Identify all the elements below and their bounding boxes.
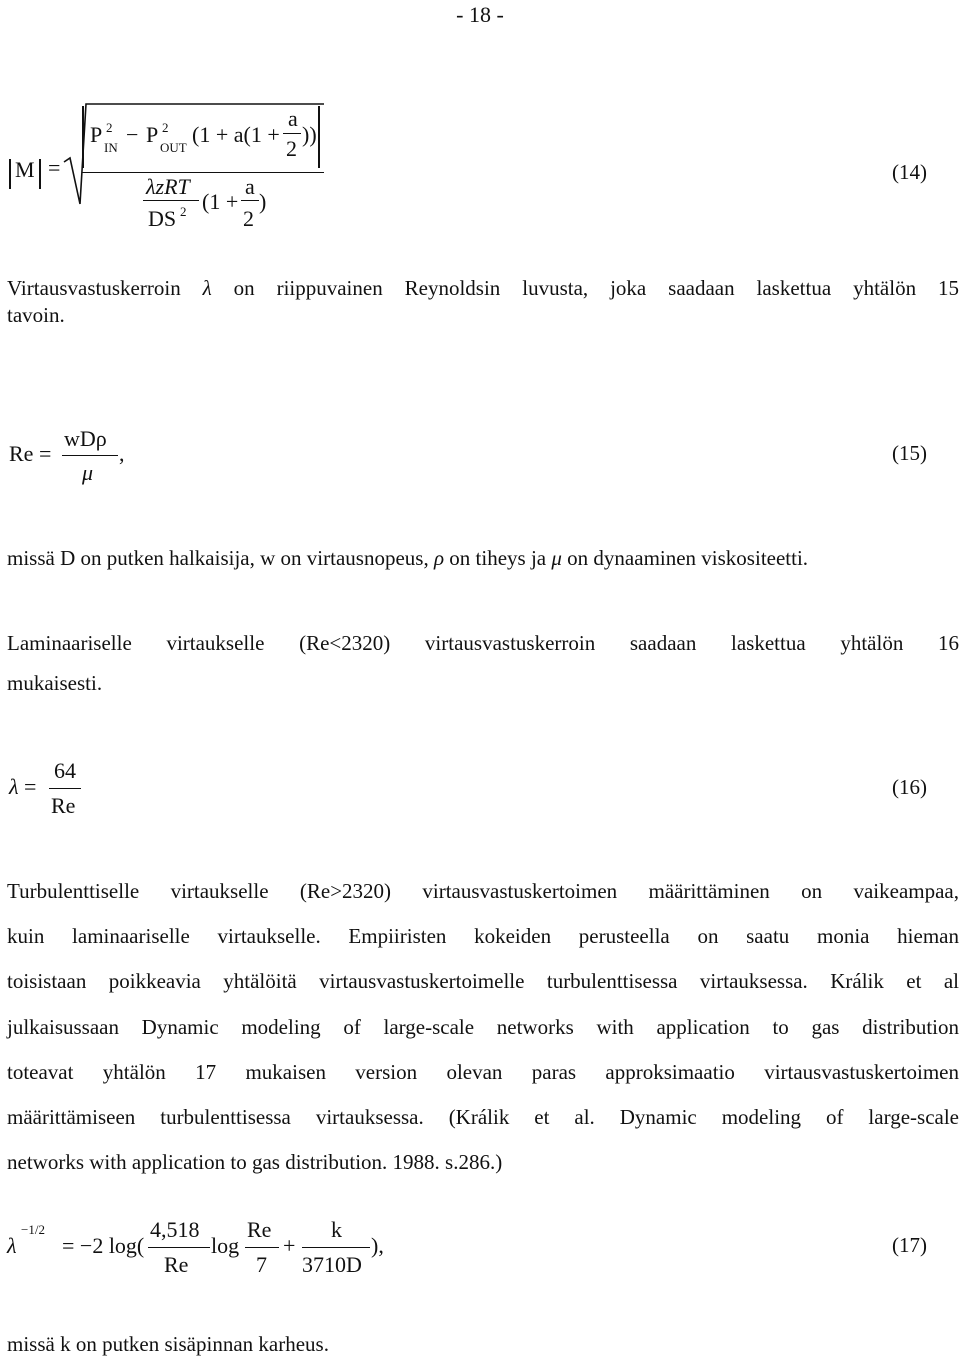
paragraph-1-line-1: Virtausvastuskerroin λ on riippuvainen Reynoldsin luvusta, joka saadaan laskettua yhtälön 15	[7, 276, 959, 300]
eq17-log2: log	[211, 1233, 240, 1258]
eq15-trail: ,	[119, 441, 125, 466]
mu-symbol: μ	[551, 546, 562, 570]
num-a: a	[288, 106, 298, 131]
den-two: 2	[243, 206, 254, 231]
minus-sign: −	[126, 122, 139, 147]
eq15-number: (15)	[892, 441, 927, 465]
num-rest: (1 + a(1 +	[192, 122, 280, 147]
rho-symbol: ρ	[433, 546, 445, 570]
eq14-number: (14)	[892, 160, 927, 184]
paragraph-3-line-1: Laminaariselle virtaukselle (Re<2320) virtausvastuskerroin saadaan laskettua yhtälön 16	[7, 631, 959, 655]
paragraph-3-line-2: mukaisesti.	[7, 671, 103, 695]
den-small-frac-line	[241, 200, 259, 201]
den-bottom-sup: 2	[180, 204, 187, 219]
p-out: P	[146, 122, 159, 147]
eq17-frac2-num: Re	[247, 1217, 272, 1242]
eq15-lhs: Re =	[9, 441, 52, 466]
den-a: a	[245, 174, 255, 199]
p-in: P	[90, 122, 103, 147]
lambda-symbol: λ	[202, 276, 212, 300]
den-frac-line	[143, 200, 199, 201]
paragraph-4-line: toteavat yhtälön 17 mukaisen version olevan paras approksimaatio virtausvastuskertoimen	[7, 1059, 959, 1084]
den-top: λzRT	[146, 174, 190, 199]
paragraph-4-line: Turbulenttiselle virtaukselle (Re>2320) virtausvastuskertoimen määrittäminen on vaikeampaa,	[7, 879, 959, 903]
paragraph-3	[7, 623, 959, 704]
eq16-denominator: Re	[51, 793, 76, 818]
eq16-numerator: 64	[54, 758, 76, 783]
eq16-lhs: λ =	[9, 774, 37, 799]
eq16-number: (16)	[892, 775, 927, 799]
paragraph-2: missä D on putken halkaisija, w on virtausnopeus, ρ on tiheys ja μ on dynaaminen viskositeetti.	[7, 546, 809, 570]
paragraph-4-line: kuin laminaariselle virtaukselle. Empiiristen kokeiden perusteella on saatu monia hieman	[7, 924, 959, 949]
eq17-frac3-line	[302, 1247, 370, 1248]
p-in-sub: IN	[104, 140, 118, 155]
abs-bar-left	[9, 159, 11, 189]
den-bottom: DS	[148, 206, 177, 231]
num-two: 2	[286, 136, 297, 161]
paragraph-4-line: toisistaan poikkeavia yhtälöitä virtausvastuskertoimelle turbulenttisessa virtauksessa. Králik et al	[7, 969, 959, 994]
den-paren-open: (1 +	[202, 189, 239, 214]
paragraph-1	[7, 268, 959, 336]
eq17-close: ),	[371, 1233, 384, 1258]
eq15-frac-line	[62, 455, 118, 456]
eq17-frac2-line	[245, 1247, 279, 1248]
paragraph-1-line-2: tavoin.	[7, 303, 65, 327]
equals-sign: =	[48, 155, 61, 180]
p-in-sup: 2	[106, 120, 113, 135]
den-paren-close: )	[259, 189, 267, 214]
eq17-frac3-den: 3710D	[302, 1252, 362, 1277]
paragraph-4-line: julkaisussaan Dynamic modeling of large-scale networks with application to gas distribution	[7, 1014, 959, 1039]
eq17-eq-sign: = −2 log(	[62, 1233, 145, 1258]
eq17-number: (17)	[892, 1233, 927, 1257]
eq17-frac1-num: 4,518	[150, 1217, 200, 1242]
p-out-sub: OUT	[160, 140, 187, 155]
eq15-denominator: μ	[82, 460, 94, 485]
paragraph-4	[7, 869, 959, 1185]
p-out-sup: 2	[162, 120, 169, 135]
num-close: ))	[302, 122, 317, 147]
num-abs-left	[82, 106, 84, 168]
eq16-frac-line	[49, 788, 81, 789]
eq17-frac1-line	[148, 1247, 210, 1248]
eq17-lhs-sup: −1/2	[21, 1222, 45, 1237]
eq17-plus: +	[283, 1233, 296, 1258]
eq15-numerator: wDρ	[64, 426, 107, 451]
paragraph-4-line: määrittämiseen turbulenttisessa virtauksessa. (Králik et al. Dynamic modeling of large-scale	[7, 1105, 959, 1130]
num-frac-line	[283, 133, 301, 134]
main-frac-line	[82, 172, 324, 173]
eq17-frac2-den: 7	[256, 1252, 267, 1277]
paragraph-5: missä k on putken sisäpinnan karheus.	[7, 1332, 329, 1356]
eq17-frac3-num: k	[331, 1217, 342, 1242]
page-number: - 18 -	[456, 2, 504, 27]
eq17-lhs: λ	[7, 1233, 17, 1258]
eq17-frac1-den: Re	[164, 1252, 189, 1277]
abs-bar-right	[39, 159, 41, 189]
eq14-lhs: M	[15, 157, 35, 182]
num-abs-right	[318, 106, 320, 168]
paragraph-4-last-line: networks with application to gas distribution. 1988. s.286.)	[7, 1150, 503, 1175]
